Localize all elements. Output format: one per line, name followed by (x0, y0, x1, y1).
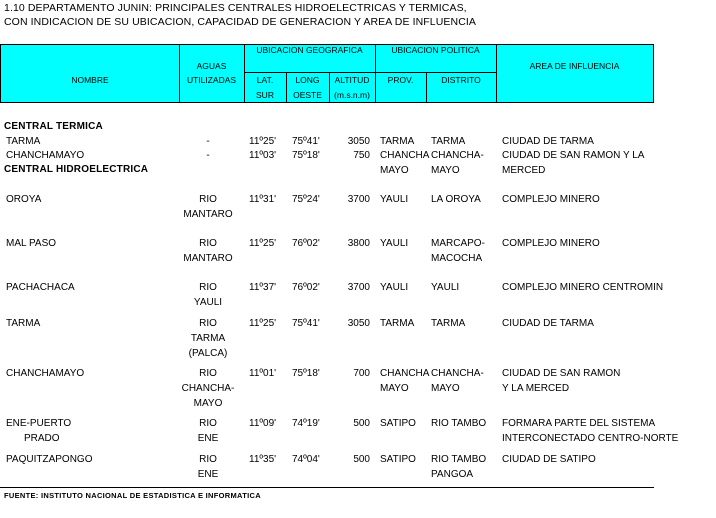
cell-prov: SATIPO (380, 454, 416, 465)
cell-aguas: ENE (197, 433, 219, 444)
cell-long: 74º04' (292, 454, 320, 465)
cell-nombre: PACHACHACA (6, 282, 75, 293)
cell-distrito: PANGOA (431, 469, 474, 480)
header-divider (179, 45, 180, 102)
table-title-line-2: CON INDICACION DE SU UBICACION, CAPACIDAD DE GENERACION Y AREA DE INFLUENCIA (4, 16, 477, 28)
cell-aguas: RIO (199, 454, 217, 465)
cell-prov: SATIPO (380, 418, 416, 429)
cell-alt: 3050 (347, 318, 370, 329)
header-long-2: OESTE (293, 90, 322, 100)
cell-alt: 3700 (347, 194, 370, 205)
table-title-line-1: 1.10 DEPARTAMENTO JUNIN: PRINCIPALES CENTRALES HIDROELECTRICAS Y TERMICAS, (4, 2, 467, 14)
cell-prov: YAULI (380, 238, 409, 249)
header-area-influencia: AREA DE INFLUENCIA (529, 61, 620, 71)
cell-lat: 11º35' (249, 454, 277, 465)
cell-area: INTERCONECTADO CENTRO-NORTE (502, 433, 679, 444)
cell-aguas: RIO (199, 282, 217, 293)
cell-lat: 11º37' (249, 282, 277, 293)
cell-prov: YAULI (380, 194, 409, 205)
cell-aguas: (PALCA) (188, 348, 228, 359)
cell-area: CIUDAD DE SAN RAMON Y LA (502, 150, 645, 161)
cell-lat: 11º03' (249, 150, 277, 161)
cell-area: FORMARA PARTE DEL SISTEMA (502, 418, 656, 429)
cell-lat: 11º25' (249, 136, 277, 147)
cell-alt: 750 (353, 150, 370, 161)
cell-distrito: RIO TAMBO (431, 454, 487, 465)
section-central-termica: CENTRAL TERMICA (4, 121, 103, 132)
cell-aguas: MANTARO (183, 253, 233, 264)
header-long: LONG (295, 75, 320, 85)
cell-long: 74º19' (292, 418, 320, 429)
cell-aguas: - (206, 150, 210, 161)
cell-area: MERCED (502, 165, 546, 176)
header-lat-2: SUR (256, 90, 274, 100)
cell-nombre: CHANCHAMAYO (6, 150, 85, 161)
header-nombre: NOMBRE (71, 75, 109, 85)
header-divider (244, 72, 496, 73)
cell-nombre: PAQUITZAPONGO (6, 454, 93, 465)
cell-distrito: MAYO (431, 165, 460, 176)
header-ubicacion-geografica: UBICACION GEOGRAFICA (256, 45, 363, 55)
header-aguas-2: UTILIZADAS (186, 75, 237, 85)
cell-alt: 500 (353, 454, 370, 465)
cell-prov: CHANCHA (380, 150, 430, 161)
cell-distrito: YAULI (431, 282, 460, 293)
cell-area: CIUDAD DE SATIPO (502, 454, 596, 465)
header-aguas: AGUAS (196, 61, 227, 71)
cell-distrito: CHANCHA- (431, 368, 484, 379)
cell-distrito: LA OROYA (431, 194, 481, 205)
footer-rule (0, 487, 654, 488)
cell-lat: 11º25' (249, 318, 277, 329)
cell-aguas: CHANCHA- (181, 383, 235, 394)
header-distrito: DISTRITO (441, 75, 481, 85)
cell-aguas: MANTARO (183, 209, 233, 220)
table-header (0, 44, 654, 103)
cell-aguas: ENE (197, 469, 219, 480)
cell-alt: 500 (353, 418, 370, 429)
cell-prov: MAYO (380, 165, 409, 176)
cell-aguas: MAYO (193, 398, 223, 409)
cell-aguas: RIO (199, 194, 217, 205)
cell-distrito: TARMA (431, 136, 466, 147)
cell-nombre: OROYA (6, 194, 42, 205)
cell-lat: 11º01' (249, 368, 277, 379)
cell-lat: 11º25' (249, 238, 277, 249)
cell-aguas: RIO (199, 238, 217, 249)
cell-nombre: TARMA (6, 136, 41, 147)
cell-area: CIUDAD DE TARMA (502, 136, 594, 147)
cell-aguas: YAULI (193, 297, 223, 308)
cell-distrito: CHANCHA- (431, 150, 484, 161)
cell-aguas: RIO (199, 418, 217, 429)
cell-nombre: MAL PASO (6, 238, 57, 249)
cell-alt: 3800 (347, 238, 370, 249)
cell-distrito: MAYO (431, 383, 460, 394)
cell-aguas: - (206, 136, 210, 147)
cell-nombre: TARMA (6, 318, 41, 329)
cell-area: COMPLEJO MINERO (502, 194, 600, 205)
cell-alt: 3050 (347, 136, 370, 147)
cell-prov: TARMA (380, 318, 415, 329)
cell-lat: 11º31' (249, 194, 277, 205)
cell-distrito: RIO TAMBO (431, 418, 487, 429)
cell-area: Y LA MERCED (502, 383, 570, 394)
cell-aguas: RIO (199, 368, 217, 379)
cell-nombre: CHANCHAMAYO (6, 368, 85, 379)
cell-long: 76º02' (292, 282, 320, 293)
cell-alt: 3700 (347, 282, 370, 293)
source-note: FUENTE: INSTITUTO NACIONAL DE ESTADISTICA E INFORMATICA (4, 491, 261, 500)
cell-aguas: RIO (199, 318, 217, 329)
cell-area: COMPLEJO MINERO CENTROMIN (502, 282, 664, 293)
cell-long: 75º41' (292, 318, 320, 329)
header-altitud: ALTITUD (334, 75, 370, 85)
cell-long: 76º02' (292, 238, 320, 249)
cell-prov: YAULI (380, 282, 409, 293)
header-lat: LAT. (256, 75, 274, 85)
section-central-hidroelectrica: CENTRAL HIDROELECTRICA (4, 164, 149, 175)
cell-long: 75º18' (292, 150, 320, 161)
header-ubicacion-politica: UBICACION POLITICA (391, 45, 480, 55)
cell-area: CIUDAD DE SAN RAMON (502, 368, 621, 379)
cell-distrito: TARMA (431, 318, 466, 329)
header-altitud-2: (m.s.n.m) (334, 90, 370, 100)
cell-long: 75º24' (292, 194, 320, 205)
cell-area: COMPLEJO MINERO (502, 238, 600, 249)
cell-long: 75º41' (292, 136, 320, 147)
cell-aguas: TARMA (190, 333, 226, 344)
header-divider (496, 45, 497, 102)
cell-distrito: MACOCHA (431, 253, 483, 264)
cell-prov: CHANCHA (380, 368, 430, 379)
cell-alt: 700 (353, 368, 370, 379)
cell-prov: MAYO (380, 383, 409, 394)
cell-area: CIUDAD DE TARMA (502, 318, 594, 329)
cell-nombre: ENE-PUERTO (6, 418, 72, 429)
cell-nombre: PRADO (24, 433, 60, 444)
cell-long: 75º18' (292, 368, 320, 379)
header-prov: PROV. (387, 75, 414, 85)
cell-lat: 11º09' (249, 418, 277, 429)
cell-prov: TARMA (380, 136, 415, 147)
cell-distrito: MARCAPO- (431, 238, 485, 249)
